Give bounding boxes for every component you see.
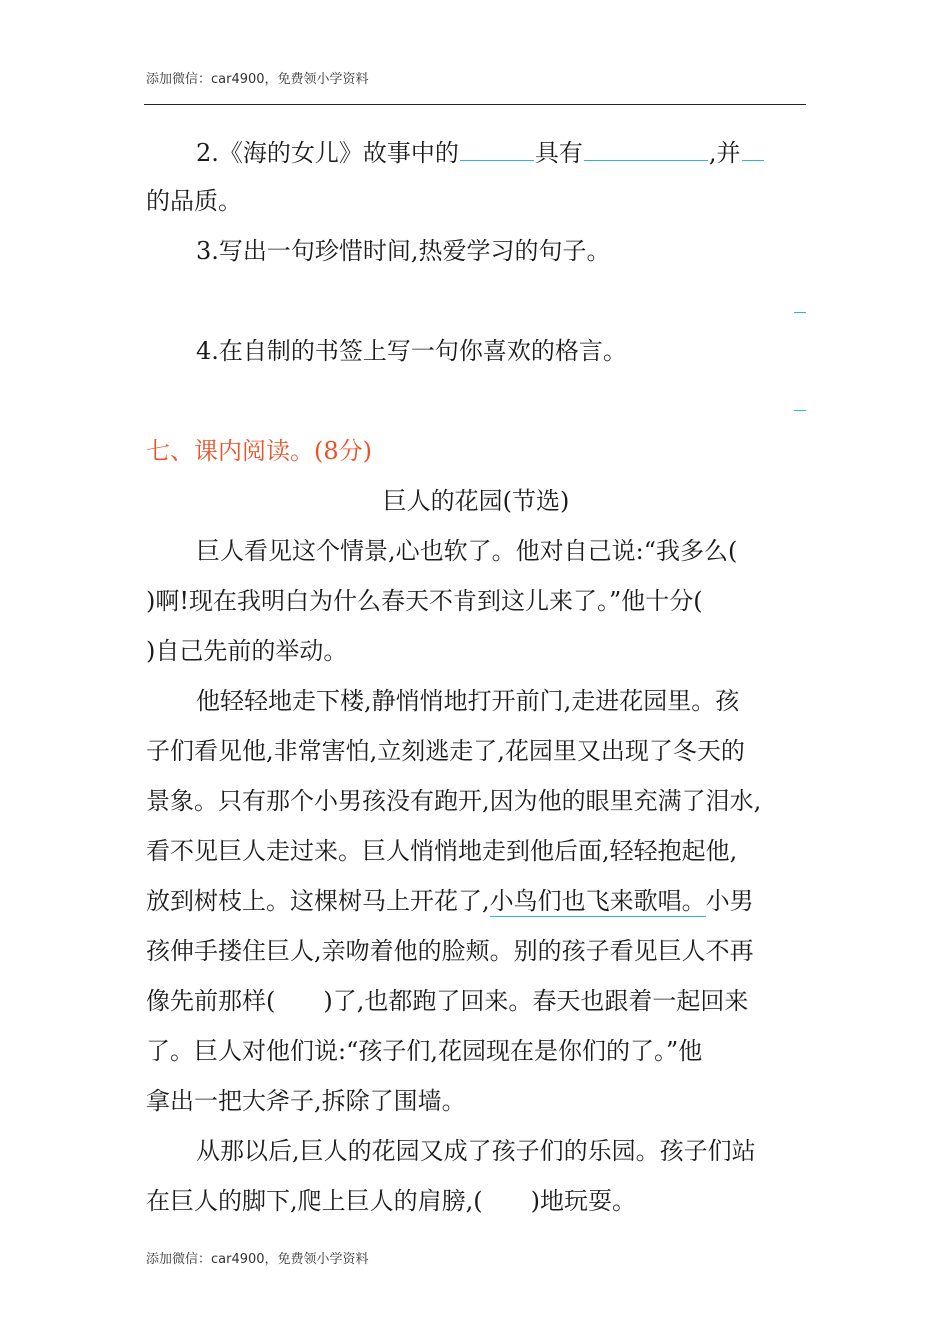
passage-title: 巨人的花园(节选) — [382, 487, 570, 515]
passage-line — [146, 1186, 806, 1216]
passage-line: )自己先前的举动。 — [146, 637, 348, 665]
question-4: 4.在自制的书签上写一句你喜欢的格言。 — [196, 337, 627, 365]
question-3: 3.写出一句珍惜时间,热爱学习的句子。 — [196, 237, 611, 265]
answer-blank[interactable] — [794, 410, 806, 411]
passage-line: 了。巨人对他们说:“孩子们,花园现在是你们的了。”他 — [146, 1037, 703, 1065]
passage-line: 看不见巨人走过来。巨人悄悄地走到他后面,轻轻抱起他, — [146, 837, 738, 865]
question-2 — [196, 136, 806, 168]
answer-blank[interactable] — [584, 136, 708, 161]
passage-line: 景象。只有那个小男孩没有跑开,因为他的眼里充满了泪水, — [146, 787, 762, 815]
passage-line — [146, 886, 806, 916]
q2-text-a: 2.《海的女儿》故事中的 — [196, 139, 459, 167]
passage-text: 像先前那样( — [146, 987, 276, 1015]
passage-line: 拿出一把大斧子,拆除了围墙。 — [146, 1087, 466, 1115]
passage-line: 子们看见他,非常害怕,立刻逃走了,花园里又出现了冬天的 — [146, 737, 745, 765]
page-footer: 添加微信：car4900，免费领小学资料 — [146, 1252, 369, 1267]
answer-blank[interactable] — [460, 136, 534, 161]
underlined-sentence: 小鸟们也飞来歌唱。 — [489, 887, 706, 915]
passage-text: 放到树枝上。这棵树马上开花了, — [146, 887, 490, 915]
passage-line: 孩伸手搂住巨人,亲吻着他的脸颊。别的孩子看见巨人不再 — [146, 937, 754, 965]
passage-text: )了,也都跑了回来。春天也跟着一起回来 — [323, 987, 749, 1015]
header-rule — [144, 104, 806, 105]
answer-blank[interactable] — [794, 312, 806, 313]
passage-line: )啊!现在我明白为什么春天不肯到这儿来了。”他十分( — [146, 587, 703, 615]
answer-blank[interactable] — [742, 136, 764, 161]
passage-line: 他轻轻地走下楼,静悄悄地打开前门,走进花园里。孩 — [196, 687, 740, 715]
section-title: 七、课内阅读。(8分) — [146, 437, 372, 465]
q2-text-c: ,并 — [708, 139, 741, 167]
q2-text-b: 具有 — [534, 139, 583, 167]
passage-line — [146, 986, 806, 1016]
passage-text: 小男 — [705, 887, 754, 915]
passage-line: 巨人看见这个情景,心也软了。他对自己说:“我多么( — [196, 537, 738, 565]
passage-text: 在巨人的脚下,爬上巨人的肩膀,( — [146, 1187, 483, 1215]
q2-continuation: 的品质。 — [146, 187, 242, 215]
passage-line: 从那以后,巨人的花园又成了孩子们的乐园。孩子们站 — [196, 1137, 756, 1165]
passage-text: )地玩耍。 — [530, 1187, 636, 1215]
page-header: 添加微信：car4900，免费领小学资料 — [146, 72, 369, 87]
